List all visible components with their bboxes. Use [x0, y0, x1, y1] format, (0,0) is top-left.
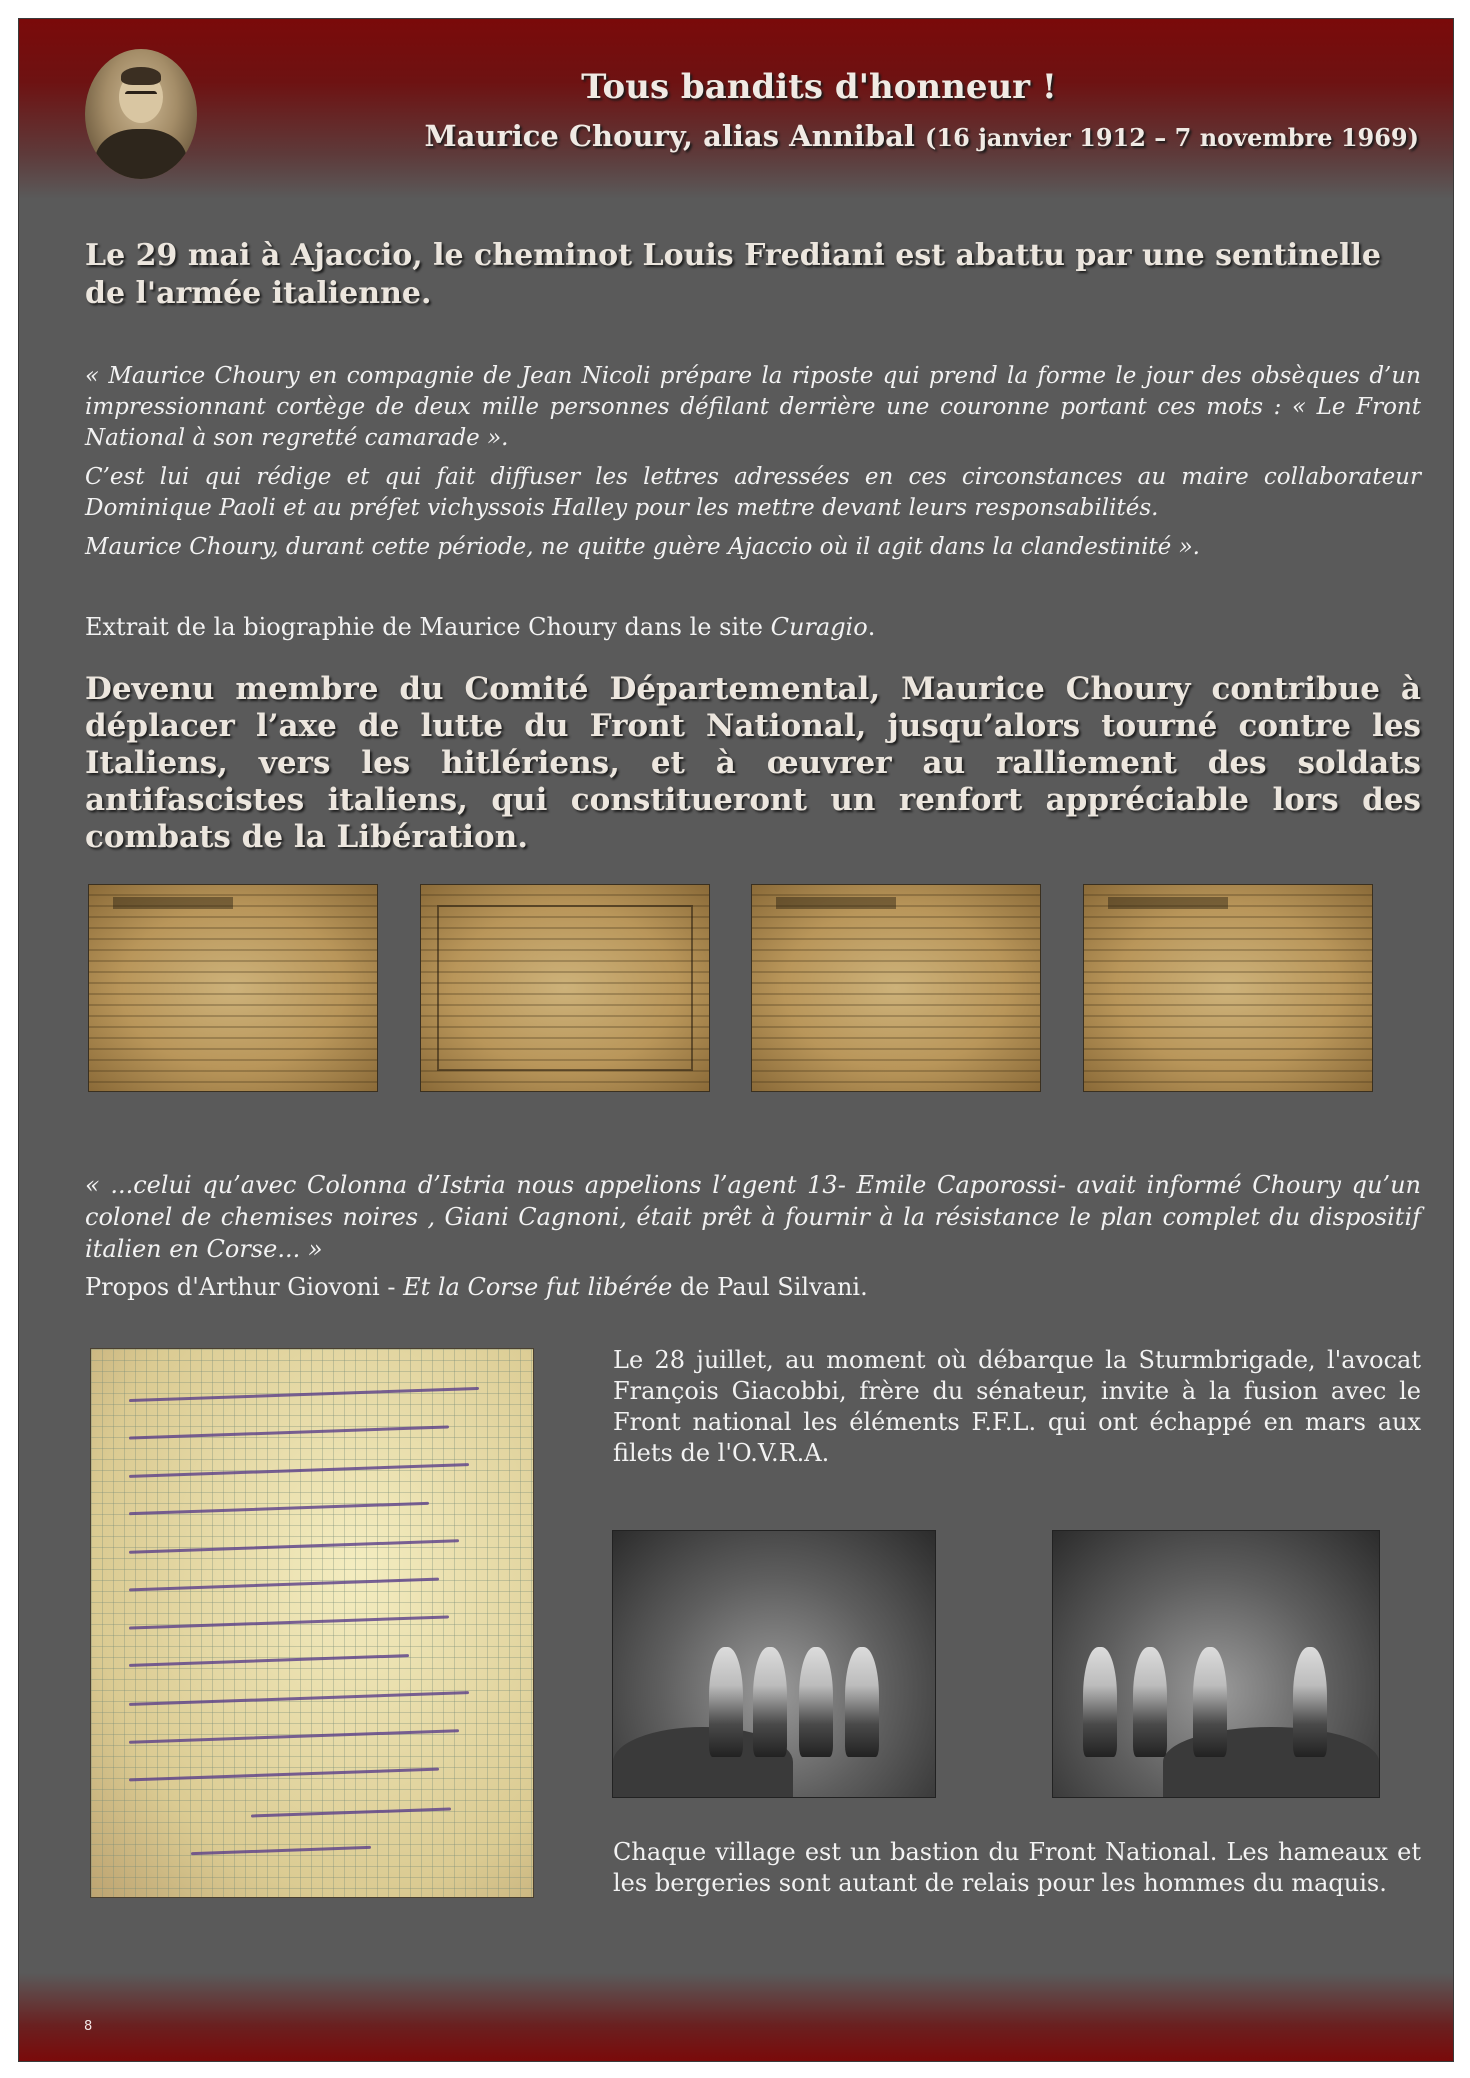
page	[18, 18, 1454, 2062]
photo-figure	[1293, 1647, 1327, 1757]
giovoni-source-book: Et la Corse fut libérée	[403, 1273, 673, 1301]
tract-image	[1084, 885, 1372, 1091]
portrait-body	[95, 129, 187, 179]
portrait-photo	[85, 49, 197, 179]
quote-paragraph: C’est lui qui rédige et qui fait diffuser les lettres adressées en ces circonstances au maire collaborateur Dominique Paoli et au préfet vichyssois Halley pour les mettre devant leurs responsabilités.	[85, 464, 1421, 521]
handwriting-line	[129, 1691, 469, 1706]
photo-figure	[709, 1647, 743, 1757]
photo-figure	[799, 1647, 833, 1757]
tract-image	[89, 885, 377, 1091]
handwriting-line	[129, 1425, 449, 1439]
handwriting-line	[129, 1654, 409, 1667]
photo-figure	[1193, 1647, 1227, 1757]
handwriting-signature	[191, 1846, 371, 1855]
intro-heading: Le 29 mai à Ajaccio, le cheminot Louis Frediani est abattu par une sentinelle de l'armée italienne.	[85, 238, 1381, 311]
page-subtitle	[249, 119, 1419, 153]
footer-band	[19, 1973, 1453, 2061]
handwritten-letter-image	[91, 1349, 533, 1897]
tract-image	[752, 885, 1040, 1091]
source-prefix: Extrait de la biographie de Maurice Choury dans le site	[85, 613, 771, 641]
photo-figure	[753, 1647, 787, 1757]
quote-paragraph: Maurice Choury, durant cette période, ne quitte guère Ajaccio où il agit dans la clandestinité ».	[85, 534, 1200, 560]
giovoni-source	[85, 1273, 1421, 1301]
tract-image	[421, 885, 709, 1091]
giovoni-source-prefix: Propos d'Arthur Giovoni -	[85, 1273, 404, 1301]
photo-figure	[1133, 1647, 1167, 1757]
handwriting-line	[129, 1539, 459, 1554]
page-number: 8	[84, 2019, 93, 2034]
source-site: Curagio	[770, 613, 868, 641]
handwriting-line	[129, 1387, 479, 1402]
handwriting-line	[129, 1615, 449, 1629]
maquis-paragraph: Chaque village est un bastion du Front National. Les hameaux et les bergeries sont autant de relais pour les hommes du maquis.	[613, 1838, 1421, 1897]
handwriting-line	[129, 1729, 459, 1744]
handwriting-line	[129, 1578, 439, 1592]
subtitle-name: Maurice Choury, alias Annibal	[424, 119, 915, 153]
handwriting-date	[251, 1808, 451, 1818]
tract-masthead	[113, 897, 233, 909]
committee-paragraph: Devenu membre du Comité Départemental, Maurice Choury contribue à déplacer l’axe de lutte du Front National, jusqu’alors tourné contre les Italiens, vers les hitlériens, et à œuvrer au ralliement des soldats antifascistes italiens, qui constitueront un renfort appréciable lors des combats de la Libération.	[85, 671, 1421, 855]
tract-masthead	[776, 897, 896, 909]
subtitle-dates: (16 janvier 1912 – 7 novembre 1969)	[925, 123, 1419, 152]
biography-source	[85, 613, 1421, 641]
portrait-hair	[121, 67, 161, 85]
source-suffix: .	[867, 613, 876, 641]
biography-quote	[85, 361, 1421, 571]
sturmbrigade-paragraph: Le 28 juillet, au moment où débarque la Sturmbrigade, l'avocat François Giacobbi, frère du sénateur, invite à la fusion avec le Front national les éléments F.F.L. qui ont échappé en mars aux filets de l'O.V.R.A.	[613, 1346, 1421, 1467]
maquis-photo	[613, 1531, 935, 1797]
handwriting-line	[129, 1768, 439, 1782]
tract-frame	[437, 905, 693, 1071]
photo-figure	[845, 1647, 879, 1757]
handwriting-line	[129, 1463, 469, 1478]
maquis-photo	[1053, 1531, 1379, 1797]
page-title: Tous bandits d'honneur !	[581, 67, 1057, 107]
quote-paragraph: « Maurice Choury en compagnie de Jean Nicoli prépare la riposte qui prend la forme le jour des obsèques d’un impressionnant cortège de deux mille personnes défilant derrière une couronne portant ces mots : « Le Front National à son regretté camarade ».	[85, 363, 1421, 451]
tract-masthead	[1108, 897, 1228, 909]
handwriting-line	[129, 1502, 429, 1515]
giovoni-source-suffix: de Paul Silvani.	[672, 1273, 868, 1301]
header-band	[19, 19, 1453, 199]
giovoni-quote: « ...celui qu’avec Colonna d’Istria nous appelions l’agent 13- Emile Caporossi- avait informé Choury qu’un colonel de chemises noires , Giani Cagnoni, était prêt à fournir à la résistance le plan complet du dispositif italien en Corse... »	[85, 1171, 1421, 1263]
photo-figure	[1083, 1647, 1117, 1757]
portrait-glasses	[125, 91, 157, 102]
